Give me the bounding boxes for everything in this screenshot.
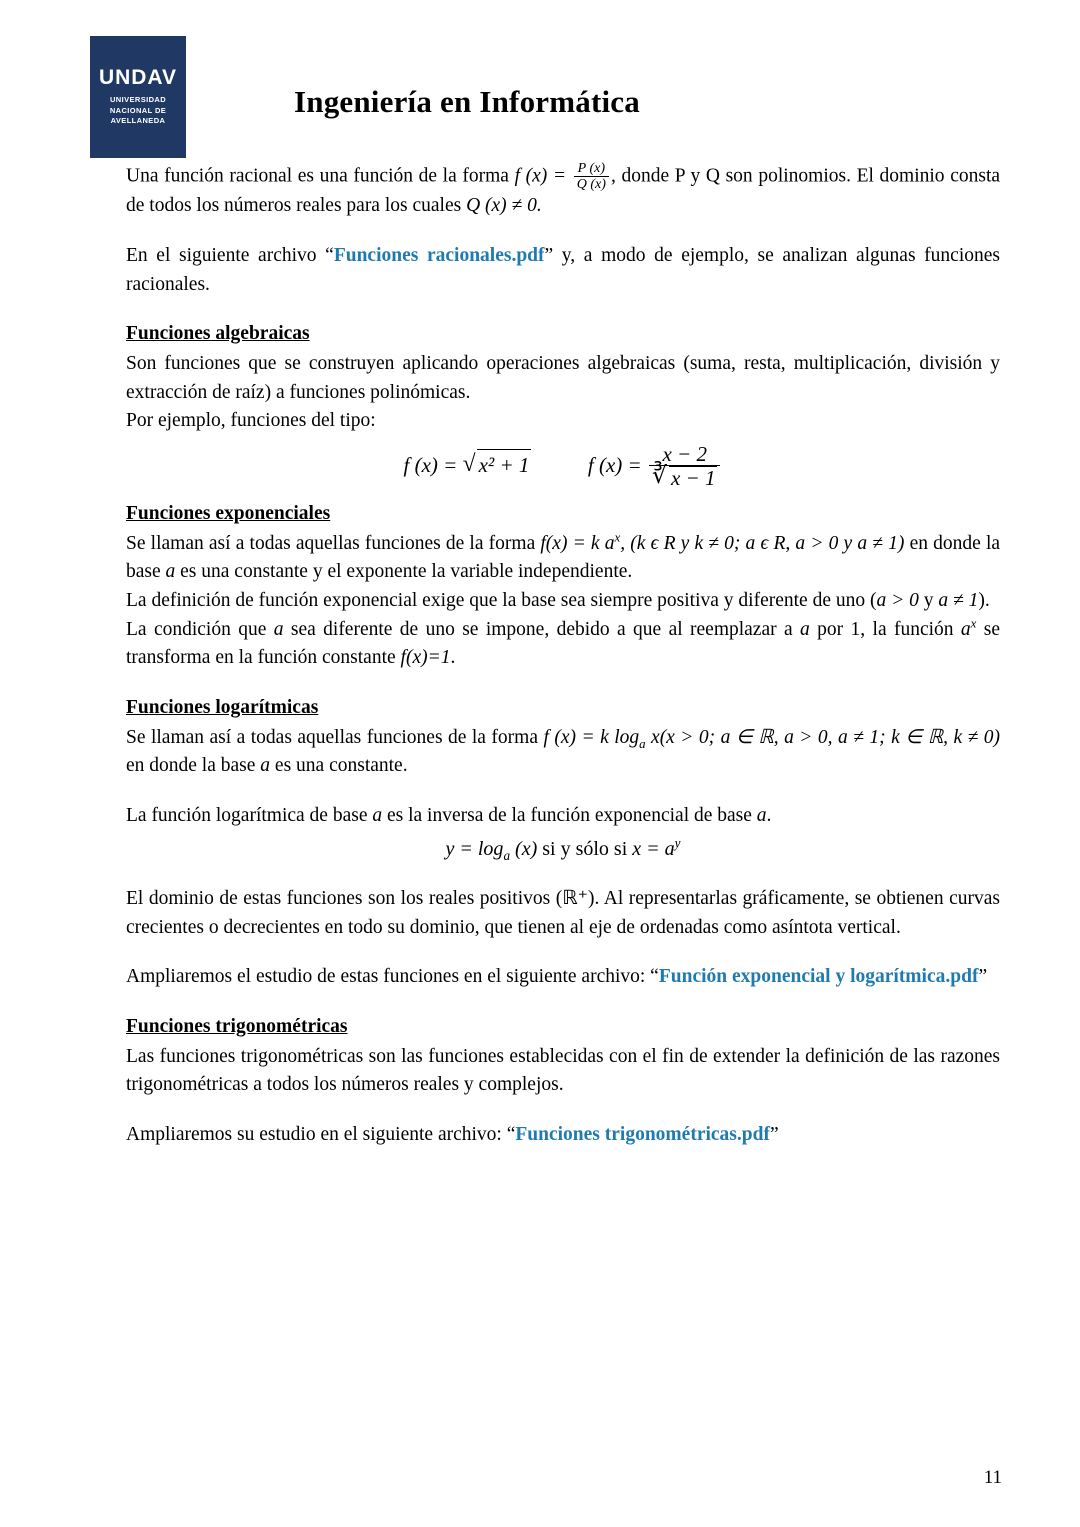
formula2-numerator: x − 2 <box>662 442 707 467</box>
logo-subtitle-line-2: NACIONAL DE <box>109 105 167 115</box>
exp-formula-conditions: , (k ϵ R y k ≠ 0; a ϵ R, a > 0 y a ≠ 1) <box>620 532 905 554</box>
log-formula-base: a <box>639 736 646 751</box>
logo-subtitle-line-1: UNIVERSIDAD <box>109 94 167 104</box>
paragraph-rational-definition <box>126 162 1000 221</box>
exp-text-c: es una constante y el exponente la variable independiente. <box>180 561 633 583</box>
heading-funciones-algebraicas: Funciones algebraicas <box>126 323 310 345</box>
log-text-c: es una constante. <box>274 755 408 777</box>
exp-formula-1-exponent: x <box>614 530 621 545</box>
formula2-lhs: f (x) = <box>587 452 642 477</box>
log2-text-c: . <box>766 805 772 827</box>
log-file-outro: ” <box>978 966 988 988</box>
trig-file-intro: Ampliaremos su estudio en el siguiente archivo: “ <box>126 1124 516 1146</box>
paragraph-logaritmicas-2 <box>126 802 1000 831</box>
heading-funciones-trigonometricas: Funciones trigonométricas <box>126 1016 348 1038</box>
paragraph-exponenciales-3 <box>126 616 1000 673</box>
log2-text-a: La función logarítmica de base <box>126 805 368 827</box>
formula2-radicand: x − 1 <box>670 466 716 491</box>
page-number: 11 <box>983 1467 1002 1488</box>
log-var-a: a <box>260 755 271 777</box>
rational-def-text-b: , donde P y Q son polinomios. El dominio consta de todos los números reales para los cuales <box>126 165 1001 217</box>
log-eq-lhs-base: a <box>503 847 511 863</box>
exp2-text-a: La definición de función exponencial exige que la base sea siempre positiva y diferente de uno ( <box>126 590 877 612</box>
paragraph-trigonometricas-1: Las funciones trigonométricas son las funciones establecidas con el fin de extender la definición de las razones trigonométricas a todos los números reales y complejos. <box>126 1045 1000 1096</box>
rational-domain-condition: Q (x) ≠ 0. <box>466 195 542 217</box>
formula1-sqrt <box>463 449 532 481</box>
link-funcion-exponencial-logaritmica-pdf[interactable]: Función exponencial y logarítmica.pdf <box>658 966 979 988</box>
formula2-denominator <box>649 465 721 489</box>
exp3-text-c: por 1, la función <box>817 618 954 640</box>
exp-text-b: en donde la base <box>126 532 1001 583</box>
paragraph-logaritmicas-3: El dominio de estas funciones son los reales positivos (ℝ⁺). Al representarlas gráficamente, se obtienen curvas crecientes o decrecientes en todo su dominio, que tienen al eje de ordenadas como asíntota vertical. <box>126 888 1000 938</box>
file-intro-text: En el siguiente archivo “ <box>126 245 334 267</box>
page-title: Ingeniería en Informática <box>294 84 640 119</box>
log-file-intro: Ampliaremos el estudio de estas funciones en el siguiente archivo: “ <box>126 966 659 988</box>
exp2-text-b: y <box>923 590 934 612</box>
exp3-text-e: . <box>450 647 456 669</box>
exp3-math-1: a <box>273 618 284 640</box>
log-eq-rhs <box>632 835 681 860</box>
paragraph-algebraicas-2: Por ejemplo, funciones del tipo: <box>126 410 376 432</box>
exp-formula-1-base: f(x) = k a <box>540 532 615 554</box>
paragraph-algebraicas-1: Son funciones que se construyen aplicando operaciones algebraicas (suma, resta, multiplicación, división y extracción de raíz) a funciones polinómicas. <box>126 353 1000 403</box>
exp3-math-3-exp: x <box>970 616 977 631</box>
log-text-a: Se llaman así a todas aquellas funciones de la forma <box>126 726 538 748</box>
logo-subtitle-line-3: AVELLANEDA <box>110 116 166 126</box>
exp3-math-2: a <box>800 618 810 640</box>
exp-text-a: Se llaman así a todas aquellas funciones de la forma <box>126 532 536 554</box>
exp-var-a: a <box>165 561 176 583</box>
rational-def-text-a: Una función racional es una función de la forma <box>126 165 509 187</box>
exp3-math-4: f(x)=1 <box>400 647 451 669</box>
log-formula <box>543 726 660 751</box>
fraction-numerator: P (x) <box>577 160 606 176</box>
paragraph-logaritmicas-file <box>126 963 1000 992</box>
fraction-denominator: Q (x) <box>574 176 609 192</box>
heading-funciones-logaritmicas: Funciones logarítmicas <box>126 697 319 719</box>
formula-algebraic-examples <box>126 444 1000 490</box>
paragraph-rational-file <box>126 242 1000 299</box>
log-eq-lhs-arg: (x) <box>515 837 538 860</box>
log2-var-a2: a <box>756 805 767 827</box>
paragraph-exponenciales-2 <box>126 587 1000 616</box>
rational-fx: f (x) = <box>514 165 567 187</box>
file-outro-text: ” y, a modo de ejemplo, se analizan algunas funciones racionales. <box>126 245 1000 295</box>
heading-funciones-exponenciales: Funciones exponenciales <box>126 503 331 525</box>
log-eq-lhs <box>445 837 538 863</box>
rational-fraction <box>574 161 609 191</box>
link-funciones-trigonometricas-pdf[interactable]: Funciones trigonométricas.pdf <box>515 1124 770 1146</box>
formula1-radicand: x² + 1 <box>477 449 532 481</box>
exp-formula-1 <box>540 530 621 554</box>
log-eq-rhs-main: x = a <box>632 837 675 860</box>
exp3-math-3-base: a <box>960 618 971 640</box>
log2-text-b: es la inversa de la función exponencial de base <box>386 805 752 827</box>
exp2-text-c: ). <box>978 590 990 612</box>
log-conditions: (x > 0; a ∈ ℝ, a > 0, a ≠ 1; k ∈ ℝ, k ≠ 0) <box>659 726 1001 748</box>
exp3-text-b: sea diferente de uno se impone, debido a que al reemplazar a <box>290 618 793 640</box>
exp2-math-2: a ≠ 1 <box>938 590 979 612</box>
log-text-b: en donde la base <box>126 755 256 777</box>
formula2-cbrt <box>652 466 718 489</box>
logo-subtitle <box>110 95 166 128</box>
document-body <box>78 162 1002 1150</box>
exp3-text-a: La condición que <box>126 618 267 640</box>
page-header <box>78 32 1002 162</box>
formula1-lhs: f (x) = <box>403 452 458 477</box>
formula2-fraction <box>649 443 721 489</box>
log-eq-lhs-main: y = log <box>445 837 504 860</box>
trig-file-outro: ” <box>769 1124 779 1146</box>
log-eq-rhs-exp: y <box>674 835 681 851</box>
exp3-text-d: se transforma en la función constante <box>126 618 1001 669</box>
exp2-math-1: a > 0 <box>876 590 919 612</box>
undav-logo <box>90 36 186 158</box>
log2-var-a: a <box>372 805 383 827</box>
paragraph-exponenciales-1 <box>126 530 1000 587</box>
exp3-math-3 <box>960 616 977 640</box>
formula-logarithm-inverse <box>126 835 1000 864</box>
logo-wordmark: UNDAV <box>98 65 178 89</box>
paragraph-trigonometricas-file <box>126 1121 1000 1150</box>
log-eq-connector: si y sólo si <box>542 837 628 860</box>
log-formula-arg: x <box>651 726 660 748</box>
log-formula-main: f (x) = k log <box>543 726 640 748</box>
link-funciones-racionales-pdf[interactable]: Funciones racionales.pdf <box>333 245 545 267</box>
paragraph-logaritmicas-1 <box>126 724 1000 781</box>
